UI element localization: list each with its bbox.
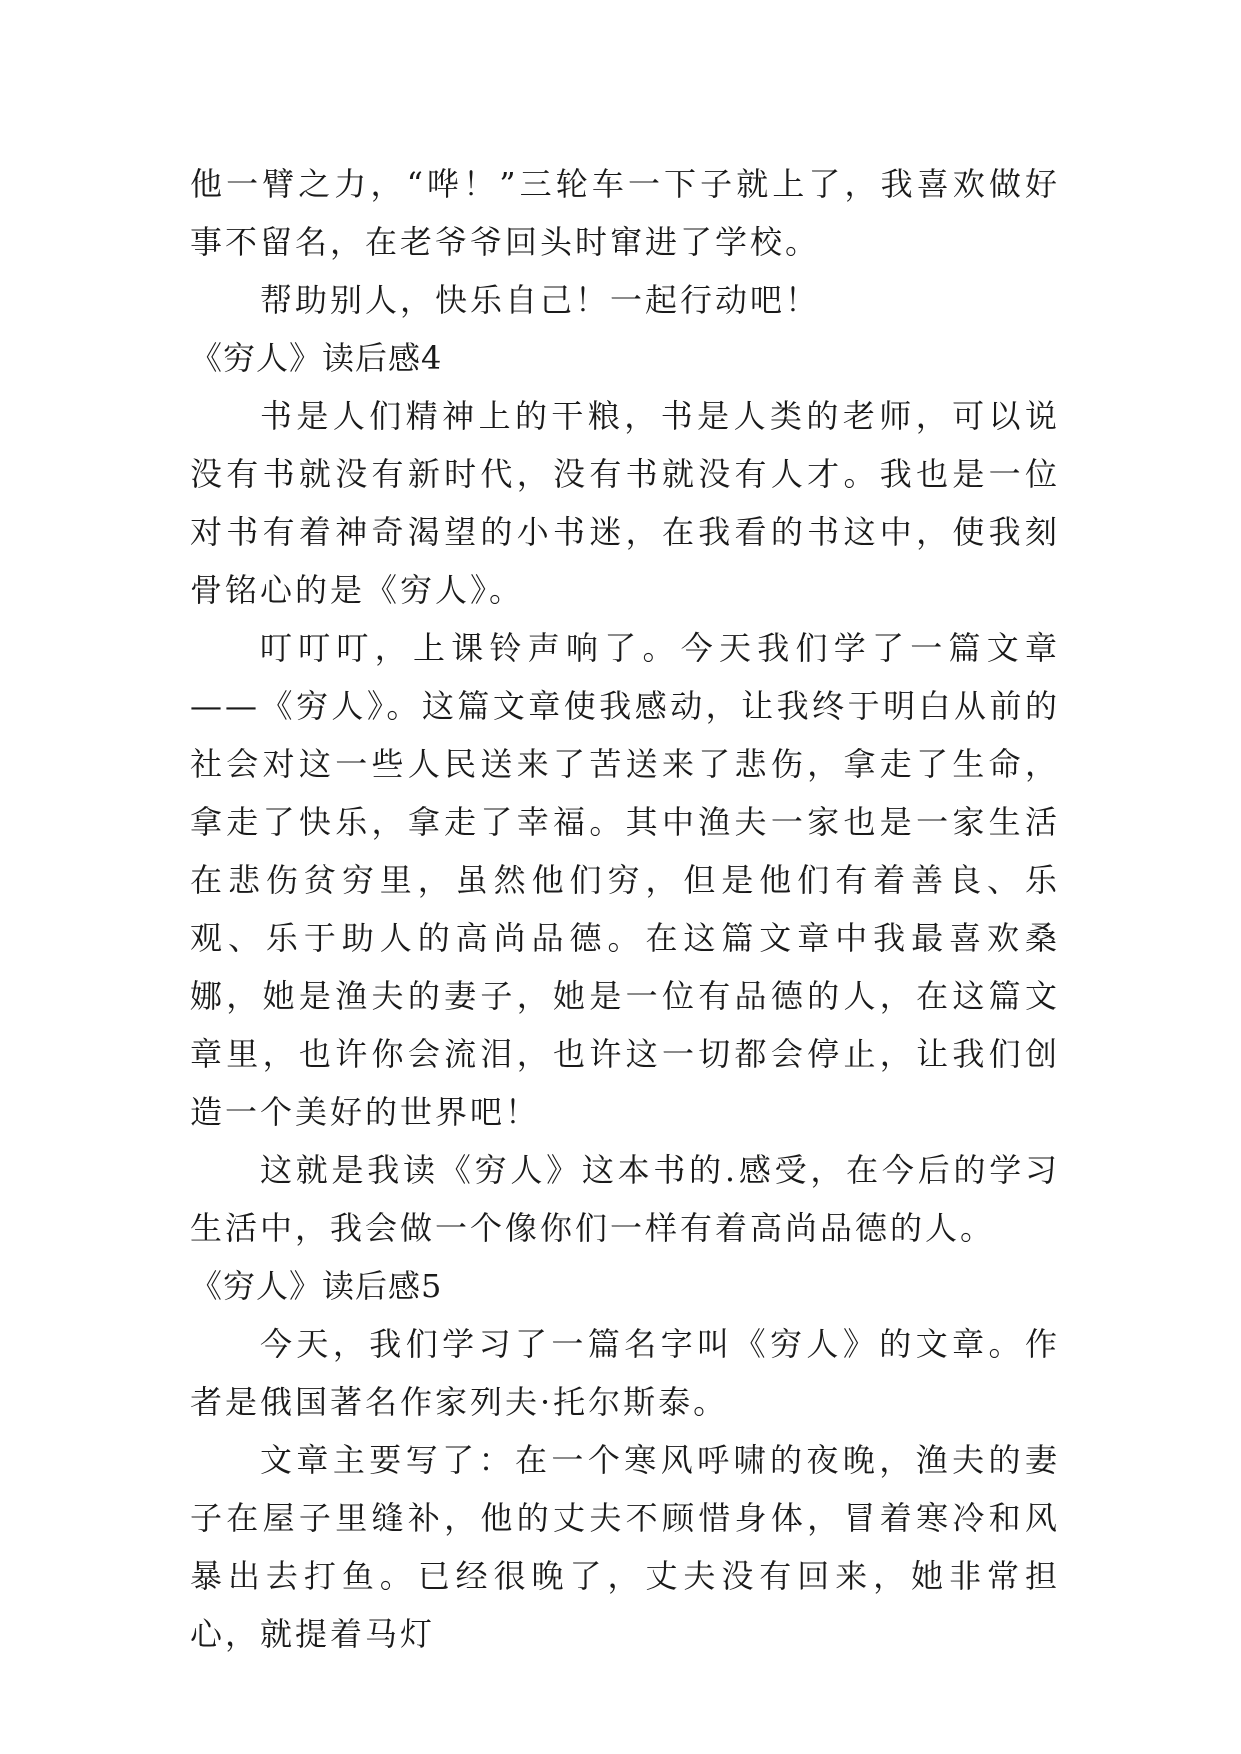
document-body [190,155,1060,1663]
paragraph: 书是人们精神上的干粮，书是人类的老师，可以说没有书就没有新时代，没有书就没有人才。我也是一位对书有着神奇渴望的小书迷，在我看的书这中，使我刻骨铭心的是《穷人》。 [190,397,1060,609]
paragraph-closing-remark: 帮助别人，快乐自己！一起行动吧！ [260,281,821,319]
paragraph: 文章主要写了：在一个寒风呼啸的夜晚，渔夫的妻子在屋子里缝补，他的丈夫不顾惜身体，冒着寒冷和风暴出去打鱼。已经很晚了，丈夫没有回来，她非常担心，就提着马灯 [190,1441,1060,1653]
section-heading-5: 《穷人》读后感5 [190,1267,443,1305]
section-heading-4: 《穷人》读后感4 [190,339,443,377]
paragraph: 今天，我们学习了一篇名字叫《穷人》的文章。作者是俄国著名作家列夫·托尔斯泰。 [190,1325,1060,1421]
paragraph: 这就是我读《穷人》这本书的.感受，在今后的学习生活中，我会做一个像你们一样有着高尚品德的人。 [190,1151,1060,1247]
paragraph: 叮叮叮，上课铃声响了。今天我们学了一篇文章——《穷人》。这篇文章使我感动，让我终于明白从前的社会对这一些人民送来了苦送来了悲伤，拿走了生命，拿走了快乐，拿走了幸福。其中渔夫一家也是一家生活在悲伤贫穷里，虽然他们穷，但是他们有着善良、乐观、乐于助人的高尚品德。在这篇文章中我最喜欢桑娜，她是渔夫的妻子，她是一位有品德的人，在这篇文章里，也许你会流泪，也许这一切都会停止，让我们创造一个美好的世界吧！ [190,629,1060,1131]
paragraph-continuation: 他一臂之力，“哗！”三轮车一下子就上了，我喜欢做好事不留名，在老爷爷回头时窜进了学校。 [190,165,1060,261]
